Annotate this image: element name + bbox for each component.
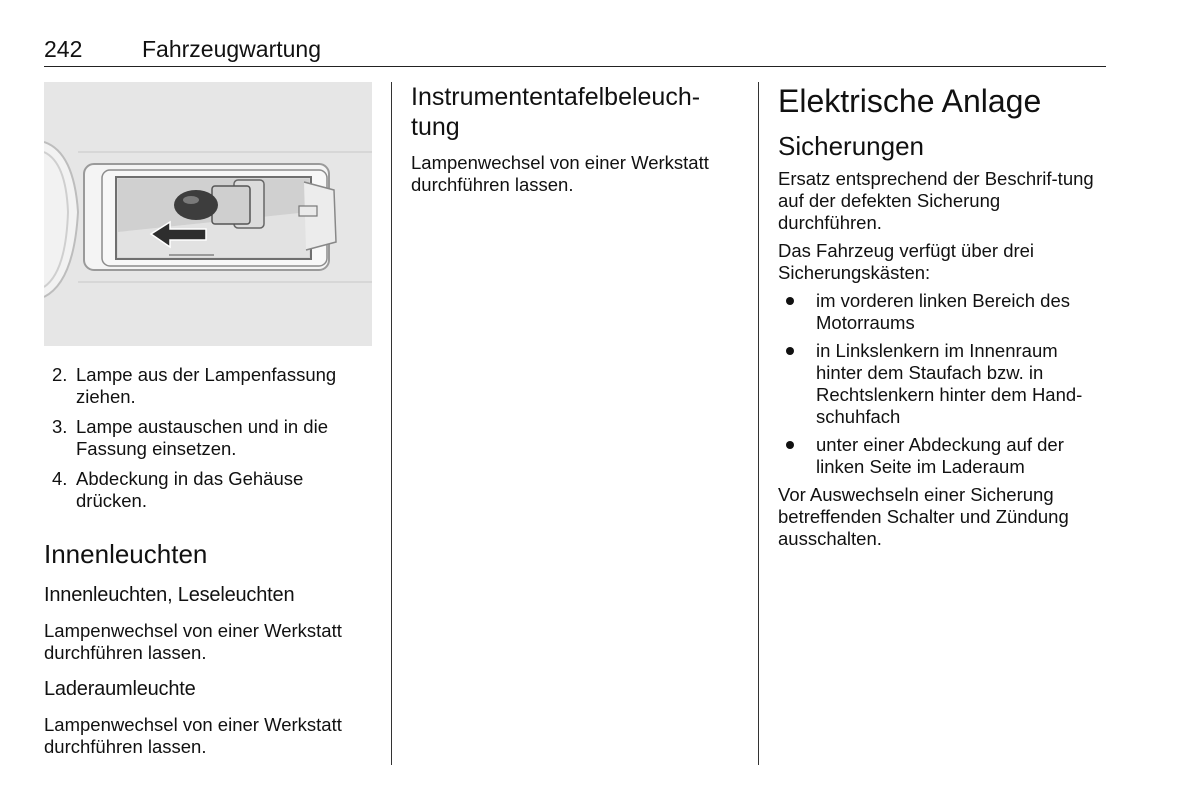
list-item xyxy=(778,290,1108,334)
step-number: 3. xyxy=(52,416,68,437)
bullet-text: unter einer Abdeckung auf der linken Seite im Laderaum xyxy=(816,434,1064,477)
paragraph: Lampenwechsel von einer Werkstatt durchführen lassen. xyxy=(44,620,342,663)
bullet-text: in Linkslenkern im Innenraum hinter dem Staufach bzw. in Rechtslenkern hinter dem Hand-schuhfach xyxy=(816,340,1083,427)
list-item xyxy=(44,364,376,408)
list-item xyxy=(778,340,1108,428)
column-right xyxy=(778,82,1108,550)
lamp-removal-diagram xyxy=(44,82,372,346)
page-header xyxy=(44,32,1106,67)
subsection-title: Laderaumleuchte xyxy=(44,678,196,700)
bullet-icon xyxy=(786,297,794,305)
paragraph: Vor Auswechseln einer Sicherung betreffenden Schalter und Zündung ausschalten. xyxy=(778,484,1069,549)
step-text: Abdeckung in das Gehäuse drücken. xyxy=(76,468,304,511)
lamp-illustration xyxy=(44,82,372,346)
step-text: Lampe aus der Lampenfassung ziehen. xyxy=(76,364,337,407)
section-title: Innenleuchten xyxy=(44,539,208,569)
chapter-section-title: Elektrische Anlage xyxy=(778,83,1042,119)
column-divider xyxy=(758,82,759,765)
instruction-steps xyxy=(44,364,376,512)
fuse-box-locations xyxy=(778,290,1108,478)
paragraph: Ersatz entsprechend der Beschrif-tung auf der defekten Sicherung durchführen. xyxy=(778,168,1094,233)
chapter-title: Fahrzeugwartung xyxy=(142,36,321,62)
section-title: Instrumententafelbeleuch-tung xyxy=(411,83,701,141)
bullet-text: im vorderen linken Bereich des Motorraums xyxy=(816,290,1070,333)
column-left xyxy=(44,82,376,758)
page-number: 242 xyxy=(44,36,83,62)
column-middle xyxy=(411,82,741,196)
list-item xyxy=(778,434,1108,478)
paragraph: Das Fahrzeug verfügt über drei Sicherungskästen: xyxy=(778,240,1035,283)
bullet-icon xyxy=(786,347,794,355)
step-text: Lampe austauschen und in die Fassung einsetzen. xyxy=(76,416,328,459)
paragraph: Lampenwechsel von einer Werkstatt durchführen lassen. xyxy=(411,152,709,195)
step-number: 2. xyxy=(52,364,68,385)
subsection-title: Innenleuchten, Leseleuchten xyxy=(44,584,295,606)
list-item xyxy=(44,416,376,460)
step-number: 4. xyxy=(52,468,68,489)
section-title: Sicherungen xyxy=(778,131,924,161)
paragraph: Lampenwechsel von einer Werkstatt durchführen lassen. xyxy=(44,714,342,757)
bullet-icon xyxy=(786,441,794,449)
list-item xyxy=(44,468,376,512)
column-divider xyxy=(391,82,392,765)
